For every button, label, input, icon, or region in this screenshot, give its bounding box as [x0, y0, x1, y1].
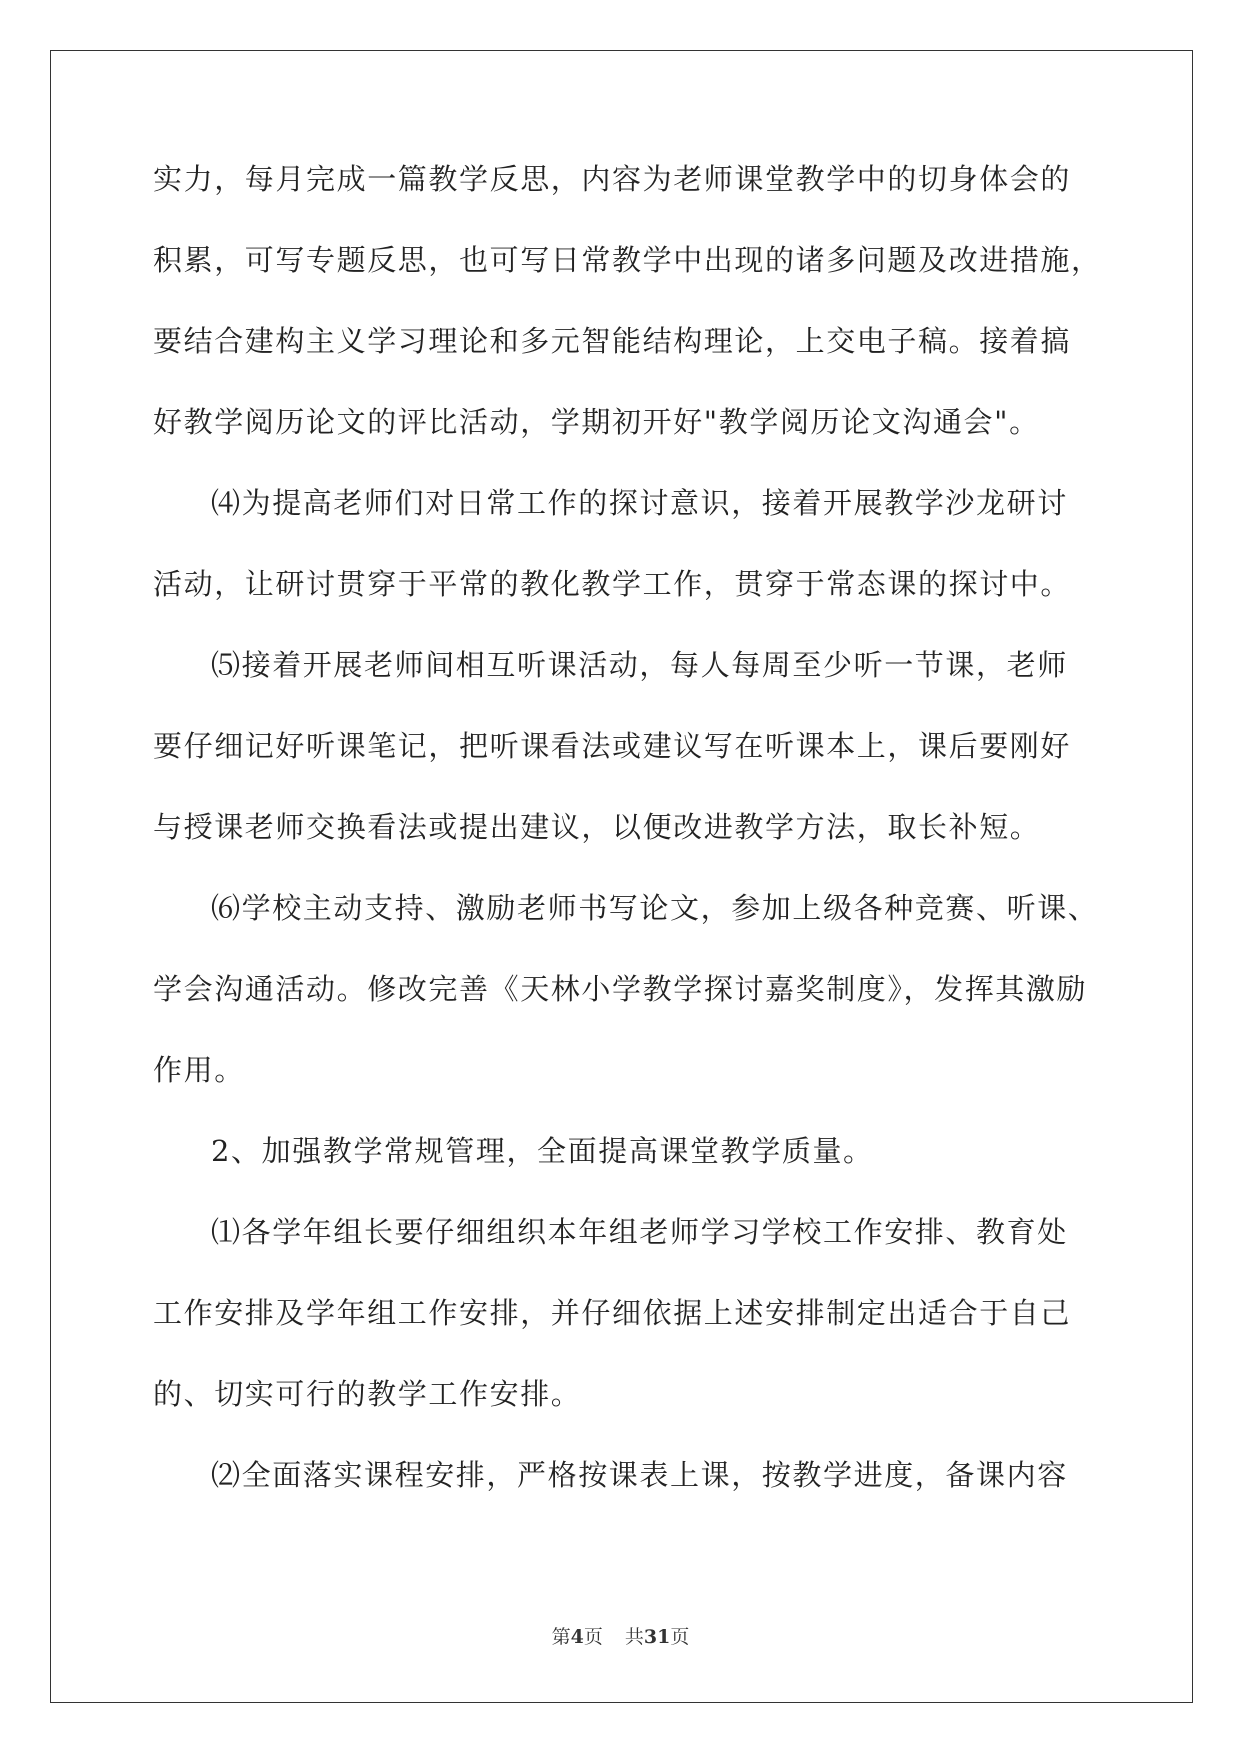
paragraph-start-line: ⑴各学年组长要仔细组织本年组老师学习学校工作安排、教育处 — [211, 1215, 1068, 1249]
text-line: 工作安排及学年组工作安排，并仔细依据上述安排制定出适合于自己 — [153, 1296, 1072, 1330]
text-line: 要仔细记好听课笔记，把听课看法或建议写在听课本上，课后要刚好 — [153, 729, 1072, 763]
section-heading-line: 2、加强教学常规管理，全面提高课堂教学质量。 — [211, 1134, 874, 1168]
page-number: 4 — [570, 1626, 584, 1648]
paragraph-start-line: ⑷为提高老师们对日常工作的探讨意识，接着开展教学沙龙研讨 — [211, 486, 1068, 520]
text-line: 实力，每月完成一篇教学反思，内容为老师课堂教学中的切身体会的 — [153, 162, 1072, 196]
page-suffix: 页 — [583, 1626, 603, 1648]
text-line: 的、切实可行的教学工作安排。 — [153, 1377, 582, 1411]
paragraph-start-line: ⑹学校主动支持、激励老师书写论文，参加上级各种竞赛、听课、 — [211, 891, 1099, 925]
total-prefix: 共 — [624, 1626, 644, 1648]
total-suffix: 页 — [670, 1626, 690, 1648]
text-line: 作用。 — [153, 1053, 245, 1087]
text-line: 要结合建构主义学习理论和多元智能结构理论，上交电子稿。接着搞 — [153, 324, 1072, 358]
text-line: 学会沟通活动。修改完善《天林小学教学探讨嘉奖制度》，发挥其激励 — [153, 972, 1088, 1006]
paragraph-start-line: ⑵全面落实课程安排，严格按课表上课，按教学进度，备课内容 — [211, 1458, 1068, 1492]
text-line: 与授课老师交换看法或提出建议，以便改进教学方法，取长补短。 — [153, 810, 1041, 844]
page-prefix: 第 — [551, 1626, 571, 1648]
text-line: 活动，让研讨贯穿于平常的教化教学工作，贯穿于常态课的探讨中。 — [153, 567, 1072, 601]
document-body — [153, 160, 1102, 1537]
page-footer — [0, 1622, 1241, 1649]
paragraph-start-line: ⑸接着开展老师间相互听课活动，每人每周至少听一节课，老师 — [211, 648, 1068, 682]
total-pages: 31 — [643, 1626, 671, 1648]
text-line: 积累，可写专题反思，也可写日常教学中出现的诸多问题及改进措施， — [153, 243, 1102, 277]
text-line: 好教学阅历论文的评比活动，学期初开好"教学阅历论文沟通会"。 — [153, 405, 1040, 439]
